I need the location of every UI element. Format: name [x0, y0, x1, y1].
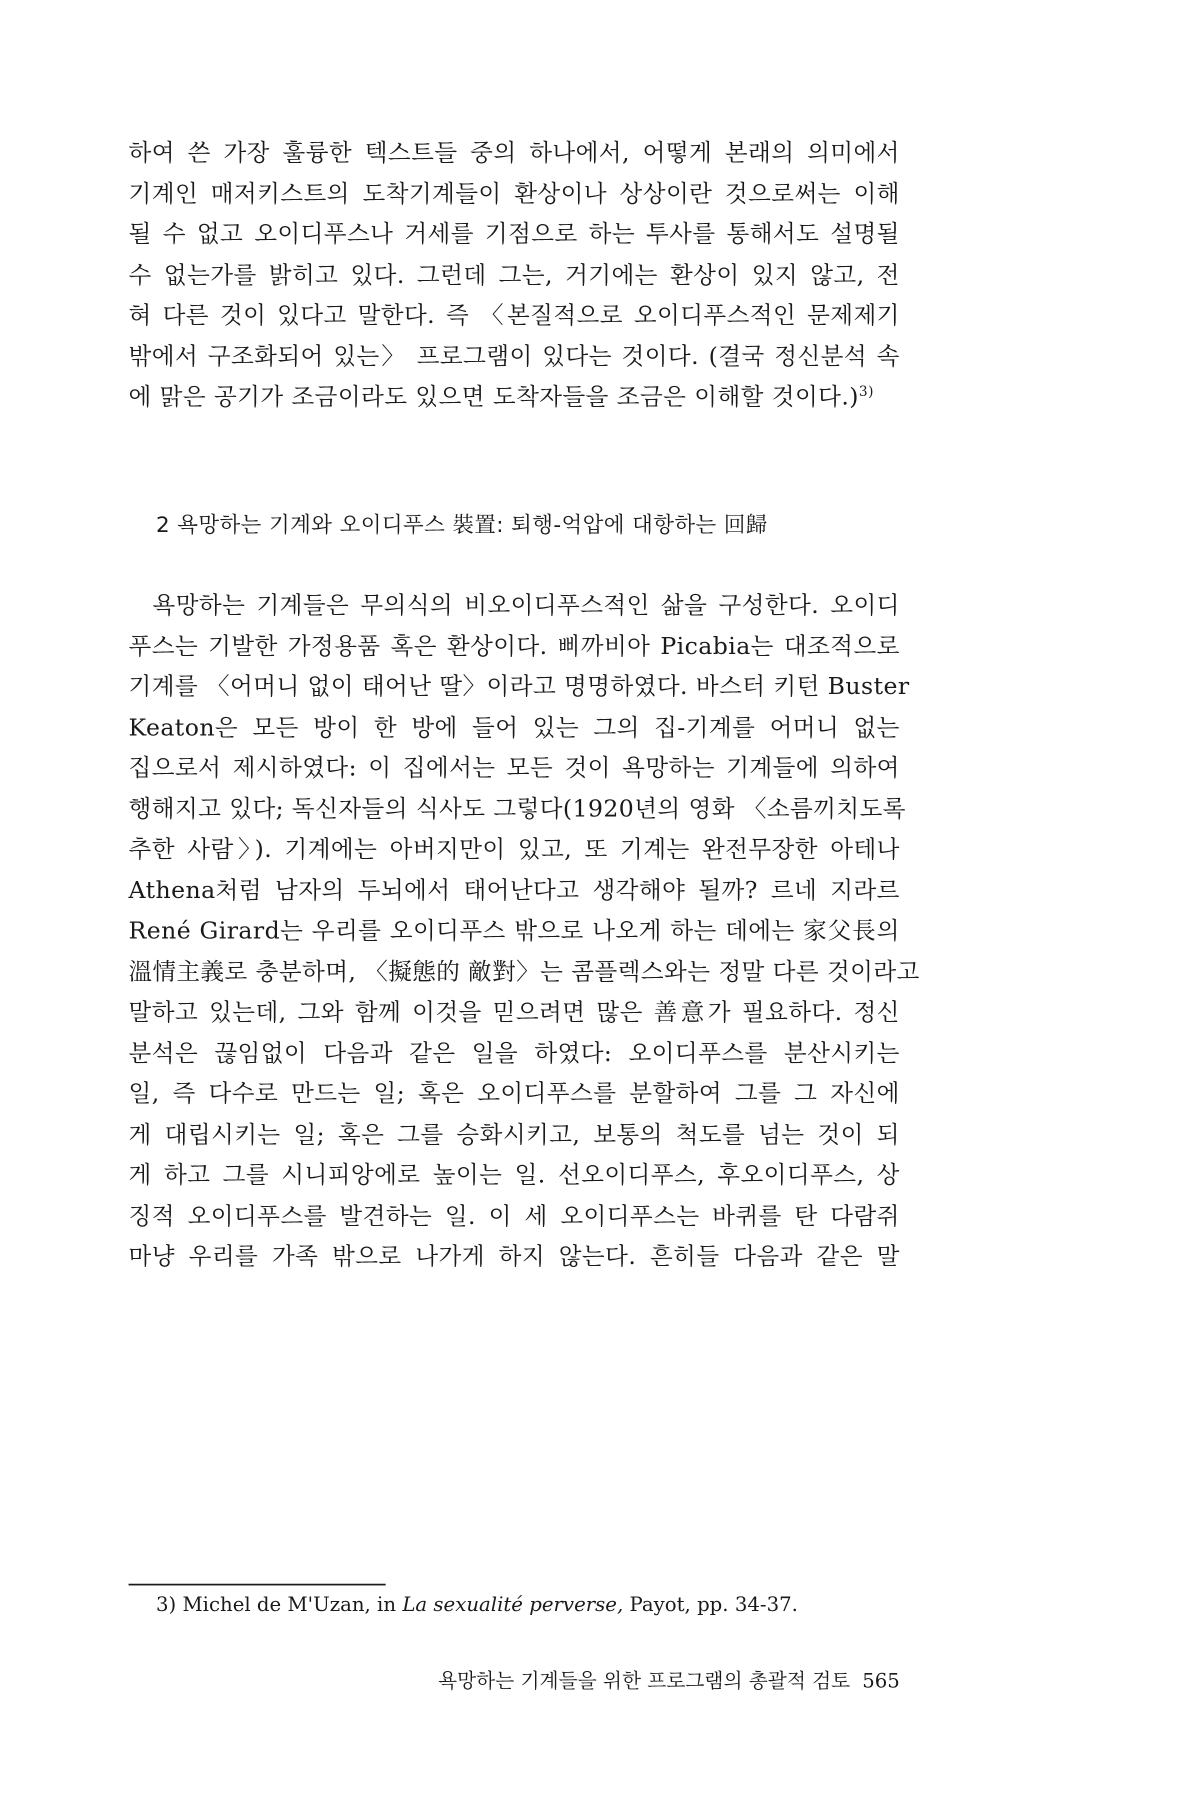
paragraph-2 [128, 585, 920, 1277]
paragraph-2-line: 분석은 끊임없이 다음과 같은 일을 하였다: 오이디푸스를 분산시키는 [128, 1039, 900, 1067]
page-number: 565 [862, 1670, 900, 1693]
paragraph-2-line: 기계를 〈어머니 없이 태어난 딸〉이라고 명명하였다. 바스터 키턴 Buster [128, 672, 910, 701]
paragraph-2-line: 욕망하는 기계들은 무의식의 비오이디푸스적인 삶을 구성한다. 오이디 [152, 591, 900, 619]
paragraph-2-line: 마냥 우리를 가족 밖으로 나가게 하지 않는다. 흔히들 다음과 같은 말 [128, 1242, 900, 1271]
paragraph-1-line-text: 에 맑은 공기가 조금이라도 있으면 도착자들을 조금은 이해할 것이다.) [128, 383, 859, 411]
paragraph-1-line: 하여 쓴 가장 훌륭한 텍스트들 중의 하나에서, 어떻게 본래의 의미에서 [128, 138, 900, 167]
paragraph-1-last-line [129, 377, 900, 418]
footnote-number: 3) [155, 1594, 177, 1617]
paragraph-1 [129, 133, 900, 418]
paragraph-2-line: 징적 오이디푸스를 발견하는 일. 이 세 오이디푸스는 바퀴를 탄 다람쥐 [128, 1201, 900, 1230]
footnote-divider [129, 1584, 386, 1586]
paragraph-2-line: 게 하고 그를 시니피앙에로 높이는 일. 선오이디푸스, 후오이디푸스, 상 [128, 1161, 900, 1189]
paragraph-1-line: 밖에서 구조화되어 있는〉 프로그램이 있다는 것이다. (결국 정신분석 속 [128, 342, 900, 370]
footnote [156, 1591, 798, 1620]
running-footer [438, 1667, 900, 1696]
paragraph-2-line: 행해지고 있다; 독신자들의 식사도 그렇다(1920년의 영화 〈소름끼치도록 [128, 794, 907, 823]
paragraph-2-line: Keaton은 모든 방이 한 방에 들어 있는 그의 집-기계를 어머니 없는 [128, 713, 900, 741]
section-heading: 2 욕망하는 기계와 오이디푸스 裝置: 퇴행-억압에 대항하는 回歸 [155, 512, 768, 538]
paragraph-2-line: 말하고 있는데, 그와 함께 이것을 믿으려면 많은 善意가 필요하다. 정신 [128, 998, 900, 1026]
paragraph-2-line: 푸스는 기발한 가정용품 혹은 환상이다. 삐까비아 Picabia는 대조적으로 [128, 632, 900, 660]
paragraph-2-line: René Girard는 우리를 오이디푸스 밖으로 나오게 하는 데에는 家父長의 [128, 916, 900, 945]
paragraph-2-line: 게 대립시키는 일; 혹은 그를 승화시키고, 보통의 척도를 넘는 것이 되 [128, 1120, 900, 1148]
footnote-publisher: Payot, pp. 34-37. [629, 1594, 798, 1617]
footnote-reference[interactable]: 3) [858, 382, 874, 400]
footnote-author: Michel de M'Uzan, in [182, 1594, 397, 1617]
paragraph-1-line: 될 수 없고 오이디푸스나 거세를 기점으로 하는 투사를 통해서도 설명될 [128, 220, 900, 248]
paragraph-1-line: 수 없는가를 밝히고 있다. 그런데 그는, 거기에는 환상이 있지 않고, 전 [128, 260, 900, 289]
paragraph-2-line: 일, 즉 다수로 만드는 일; 혹은 오이디푸스를 분할하여 그를 그 자신에 [128, 1079, 900, 1108]
paragraph-1-line: 혀 다른 것이 있다고 말한다. 즉 〈본질적으로 오이디푸스적인 문제제기 [128, 301, 900, 330]
paragraph-2-line: 추한 사람〉). 기계에는 아버지만이 있고, 또 기계는 완전무장한 아테나 [128, 835, 900, 863]
paragraph-2-line: 집으로서 제시하였다: 이 집에서는 모든 것이 욕망하는 기계들에 의하여 [128, 754, 900, 782]
running-footer-title: 욕망하는 기계들을 위한 프로그램의 총괄적 검토 [438, 1670, 851, 1693]
paragraph-1-line: 기계인 매저키스트의 도착기계들이 환상이나 상상이란 것으로써는 이해 [128, 179, 900, 207]
footnote-title: La sexualité perverse, [402, 1594, 624, 1617]
paragraph-2-line: Athena처럼 남자의 두뇌에서 태어난다고 생각해야 될까? 르네 지라르 [128, 876, 900, 904]
paragraph-2-line: 溫情主義로 충분하며, 〈擬態的 敵對〉는 콤플렉스와는 정말 다른 것이라고 [128, 957, 920, 986]
